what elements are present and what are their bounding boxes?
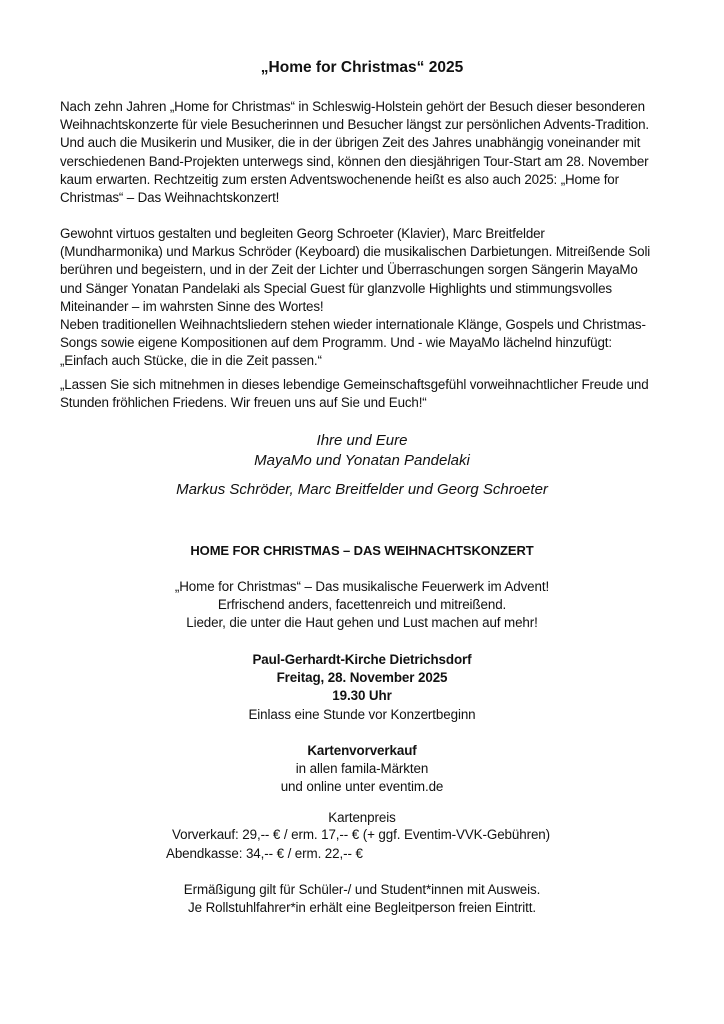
event-date: Freitag, 28. November 2025 [276, 670, 448, 686]
text-line: und Sänger Yonatan Pandelaki als Special Guest für glanzvolle Highlights und stimmungsvolles [60, 280, 612, 296]
text-line: „Lassen Sie sich mitnehmen in dieses lebendige Gemeinschaftsgefühl vorweihnachtlicher Freude und [60, 377, 649, 392]
note-line: Ermäßigung gilt für Schüler-/ und Student*innen mit Ausweis. [183, 882, 541, 897]
text-line: verschiedenen Band-Projekten unterwegs sind, können den diesjährigen Tour-Start am 28. November [60, 153, 649, 169]
discount-notes [0, 881, 724, 917]
text-line: kaum erwarten. Rechtzeitig zum ersten Adventswochenende heißt es also auch 2025: „Home for [60, 171, 619, 187]
signature-greeting: Ihre und Eure [316, 432, 408, 449]
tagline-line: „Home for Christmas“ – Das musikalische Feuerwerk im Advent! [174, 579, 550, 594]
ticket-outlet: in allen famila-Märkten [295, 761, 429, 777]
price-box-office: Abendkasse: 34,-- € / erm. 22,-- € [166, 846, 363, 861]
event-time: 19.30 Uhr [332, 688, 392, 704]
text-line: Christmas“ – Das Weihnachtskonzert! [60, 190, 280, 206]
tagline-line: Erfrischend anders, facettenreich und mitreißend. [217, 597, 507, 613]
text-line: Weihnachtskonzerte für viele Besucherinnen und Besucher längst zur persönlichen Advents-Tradition. [60, 117, 649, 133]
text-line: Gewohnt virtuos gestalten und begleiten Georg Schroeter (Klavier), Marc Breitfelder [60, 226, 545, 241]
note-line: Je Rollstuhlfahrer*in erhält eine Begleitperson freien Eintritt. [188, 900, 536, 916]
concert-tagline [0, 578, 724, 633]
text-line: Neben traditionellen Weihnachtsliedern stehen wieder internationale Klänge, Gospels und Christmas- [60, 317, 646, 333]
text-line: Songs sowie eigene Kompositionen auf dem Programm. Und - wie MayaMo lächelnd hinzufügt: [60, 335, 612, 351]
signature-band: Markus Schröder, Marc Breitfelder und Georg Schroeter [176, 481, 548, 498]
text-line: (Mundharmonika) und Markus Schröder (Keyboard) die musikalischen Darbietungen. Mitreißende Soli [60, 244, 651, 260]
ticket-sales-heading: Kartenvorverkauf [307, 743, 417, 758]
text-line: Stunden fröhlichen Friedens. Wir freuen uns auf Sie und Euch!“ [60, 395, 427, 411]
event-admission: Einlass eine Stunde vor Konzertbeginn [248, 706, 476, 722]
intro-paragraph [60, 98, 670, 207]
signature-singers: MayaMo und Yonatan Pandelaki [254, 452, 470, 469]
tagline-line: Lieder, die unter die Haut gehen und Lust machen auf mehr! [186, 615, 538, 631]
event-venue: Paul-Gerhardt-Kirche Dietrichsdorf [252, 652, 472, 667]
event-details [0, 651, 724, 724]
quote-paragraph [60, 376, 670, 412]
ticket-outlet: und online unter eventim.de [280, 779, 444, 795]
concert-heading: HOME FOR CHRISTMAS – DAS WEIHNACHTSKONZERT [190, 543, 534, 558]
text-line: berühren und begeistern, und in der Zeit der Lichter und Überraschungen sorgen Sängerin MayaMo [60, 262, 638, 278]
text-line: „Einfach auch Stücke, die in die Zeit passen.“ [60, 353, 322, 369]
text-line: Miteinander – im wahrsten Sinne des Wortes! [60, 298, 324, 314]
text-line: Nach zehn Jahren „Home for Christmas“ in Schleswig-Holstein gehört der Besuch dieser besonderen [60, 99, 645, 114]
text-line: Und auch die Musikerin und Musiker, die in der übrigen Zeit des Jahres unabhängig voneinander mit [60, 135, 641, 151]
price-presale: Vorverkauf: 29,-- € / erm. 17,-- € (+ ggf. Eventim-VVK-Gebühren) [172, 827, 550, 842]
document-title: „Home for Christmas“ 2025 [260, 59, 464, 76]
musicians-paragraph [60, 225, 670, 371]
ticket-sales [0, 742, 724, 797]
price-heading: Kartenpreis [328, 810, 396, 825]
